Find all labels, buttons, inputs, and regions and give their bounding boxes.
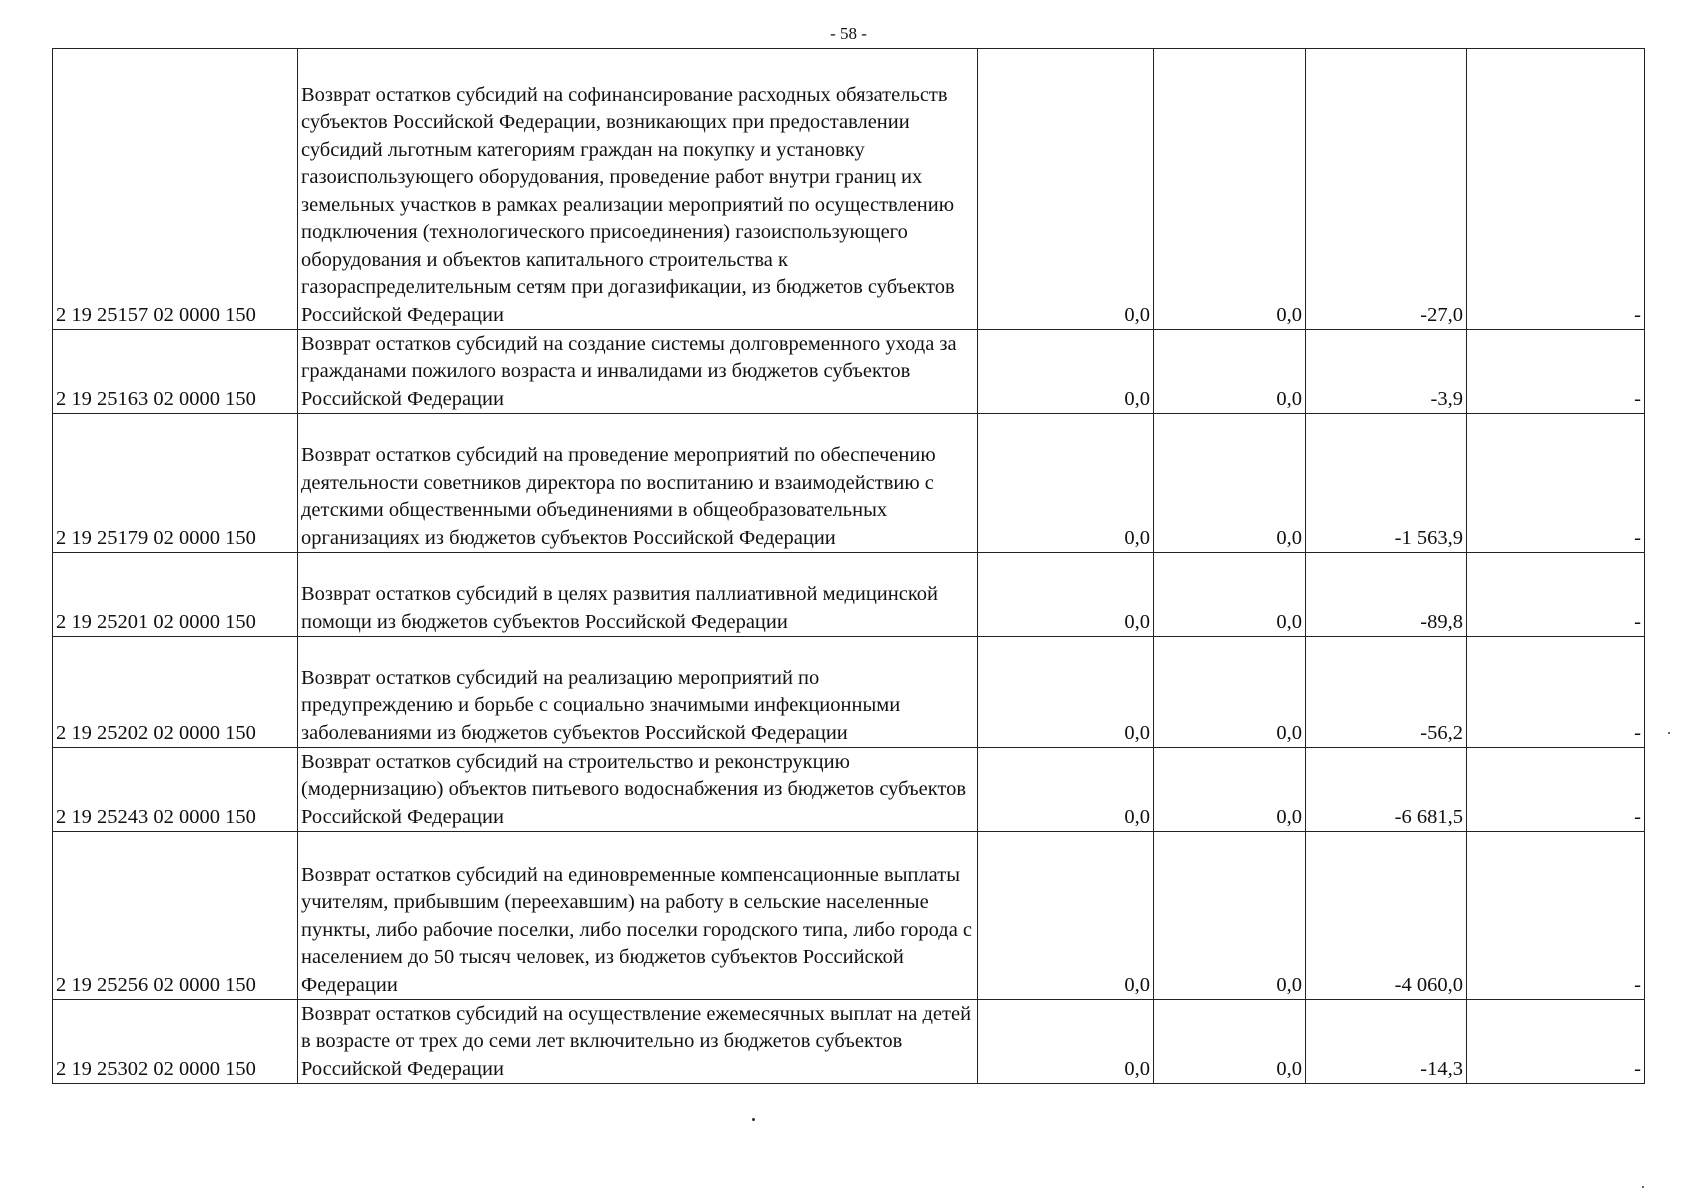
value-col2: 0,0 <box>1154 330 1306 414</box>
value-col4: - <box>1467 637 1645 748</box>
value-col2: 0,0 <box>1154 414 1306 553</box>
row-description: Возврат остатков субсидий на строительство и реконструкцию (модернизацию) объектов питьевого водоснабжения из бюджетов субъектов Российской Федерации <box>298 748 978 832</box>
table-row <box>53 832 1645 1000</box>
value-col2: 0,0 <box>1154 748 1306 832</box>
value-col3: -1 563,9 <box>1306 414 1467 553</box>
value-col4: - <box>1467 748 1645 832</box>
value-col4: - <box>1467 414 1645 553</box>
budget-table <box>52 48 1645 1084</box>
budget-code: 2 19 25256 02 0000 150 <box>53 832 298 1000</box>
value-col2: 0,0 <box>1154 637 1306 748</box>
budget-code: 2 19 25201 02 0000 150 <box>53 553 298 637</box>
value-col3: -14,3 <box>1306 1000 1467 1084</box>
table-row <box>53 49 1645 330</box>
row-description: Возврат остатков субсидий на создание системы долговременного ухода за гражданами пожилого возраста и инвалидами из бюджетов субъектов Российской Федерации <box>298 330 978 414</box>
value-col2: 0,0 <box>1154 832 1306 1000</box>
budget-code: 2 19 25163 02 0000 150 <box>53 330 298 414</box>
row-description: Возврат остатков субсидий в целях развития паллиативной медицинской помощи из бюджетов субъектов Российской Федерации <box>298 553 978 637</box>
budget-code: 2 19 25243 02 0000 150 <box>53 748 298 832</box>
row-description: Возврат остатков субсидий на осуществление ежемесячных выплат на детей в возрасте от трех до семи лет включительно из бюджетов субъектов Российской Федерации <box>298 1000 978 1084</box>
value-col4: - <box>1467 330 1645 414</box>
value-col3: -89,8 <box>1306 553 1467 637</box>
value-col3: -4 060,0 <box>1306 832 1467 1000</box>
budget-code: 2 19 25202 02 0000 150 <box>53 637 298 748</box>
row-description: Возврат остатков субсидий на единовременные компенсационные выплаты учителям, прибывшим (переехавшим) на работу в сельские населенные пункты, либо рабочие поселки, либо поселки городского типа, либо города с населением до 50 тысяч человек, из бюджетов субъектов Российской Федерации <box>298 832 978 1000</box>
page-number: - 58 - <box>830 24 867 43</box>
value-col4: - <box>1467 832 1645 1000</box>
value-col1: 0,0 <box>978 330 1154 414</box>
table-row <box>53 553 1645 637</box>
table-row <box>53 748 1645 832</box>
value-col1: 0,0 <box>978 832 1154 1000</box>
value-col3: -27,0 <box>1306 49 1467 330</box>
table-row <box>53 1000 1645 1084</box>
value-col2: 0,0 <box>1154 1000 1306 1084</box>
scan-speck <box>1642 1186 1644 1188</box>
value-col4: - <box>1467 49 1645 330</box>
value-col1: 0,0 <box>978 414 1154 553</box>
value-col2: 0,0 <box>1154 49 1306 330</box>
value-col4: - <box>1467 1000 1645 1084</box>
value-col1: 0,0 <box>978 553 1154 637</box>
scan-speck <box>752 1118 755 1121</box>
value-col1: 0,0 <box>978 49 1154 330</box>
budget-code: 2 19 25179 02 0000 150 <box>53 414 298 553</box>
value-col3: -6 681,5 <box>1306 748 1467 832</box>
value-col1: 0,0 <box>978 637 1154 748</box>
budget-code: 2 19 25157 02 0000 150 <box>53 49 298 330</box>
table-row <box>53 637 1645 748</box>
value-col3: -3,9 <box>1306 330 1467 414</box>
table-row <box>53 414 1645 553</box>
value-col4: - <box>1467 553 1645 637</box>
row-description: Возврат остатков субсидий на проведение мероприятий по обеспечению деятельности советников директора по воспитанию и взаимодействию с детскими общественными объединениями в общеобразовательных организациях из бюджетов субъектов Российской Федерации <box>298 414 978 553</box>
value-col3: -56,2 <box>1306 637 1467 748</box>
value-col1: 0,0 <box>978 748 1154 832</box>
value-col1: 0,0 <box>978 1000 1154 1084</box>
row-description: Возврат остатков субсидий на реализацию мероприятий по предупреждению и борьбе с социально значимыми инфекционными заболеваниями из бюджетов субъектов Российской Федерации <box>298 637 978 748</box>
row-description: Возврат остатков субсидий на софинансирование расходных обязательств субъектов Российской Федерации, возникающих при предоставлении субсидий льготным категориям граждан на покупку и установку газоиспользующего оборудования, проведение работ внутри границ их земельных участков в рамках реализации мероприятий по осуществлению подключения (технологического присоединения) газоиспользующего оборудования и объектов капитального строительства к газораспределительным сетям при догазификации, из бюджетов субъектов Российской Федерации <box>298 49 978 330</box>
table-row <box>53 330 1645 414</box>
scan-speck <box>1668 732 1670 734</box>
value-col2: 0,0 <box>1154 553 1306 637</box>
budget-code: 2 19 25302 02 0000 150 <box>53 1000 298 1084</box>
